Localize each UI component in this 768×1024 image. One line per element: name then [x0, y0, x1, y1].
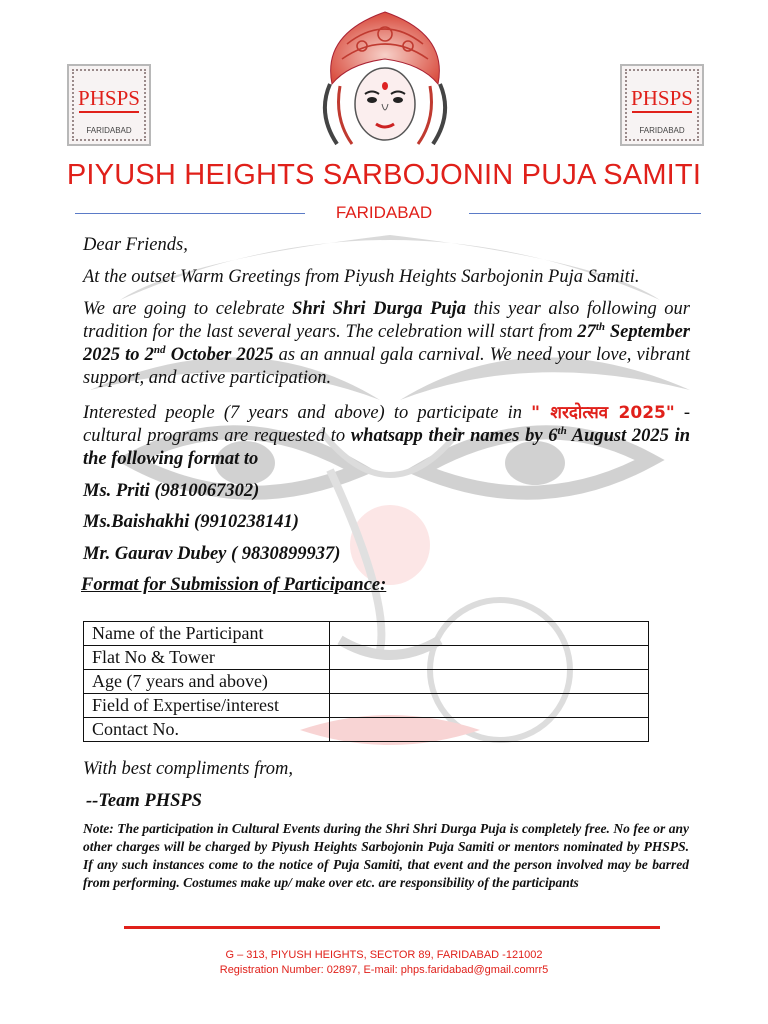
table-row: [84, 718, 649, 742]
logo-underline: [632, 111, 692, 113]
logo-underline: [79, 111, 139, 113]
contact-gaurav: Mr. Gaurav Dubey ( 9830899937): [83, 544, 341, 564]
footer-registration: Registration Number: 02897, E-mail: phps.faridabad@gmail.comrr5: [219, 964, 549, 976]
phsps-logo-left: [67, 64, 151, 146]
note-paragraph: Note: The participation in Cultural Events during the Shri Shri Durga Puja is completely free. No fee or any other charges will be charged by Piyush Heights Sarbojonin Puja Samiti or mentors nominated by PHSPS. If any such instances come to the notice of Puja Samiti, that event and the person involved may be barred from performing. Costumes make up/ make over etc. are responsibility of the participants: [83, 821, 689, 890]
table-row: [84, 670, 649, 694]
closing-line: With best compliments from,: [83, 759, 293, 779]
table-row: [84, 622, 649, 646]
text-run: this year also following our tradition for the last several years. The celebration will start from: [83, 299, 690, 342]
field-value-cell[interactable]: [330, 694, 649, 718]
sharadotsav-label: " शरदोत्सव 2025": [531, 403, 675, 423]
footer-rule: [124, 926, 660, 929]
subtitle-city: FARIDABAD: [335, 203, 433, 222]
text-run: October 2025: [165, 345, 274, 365]
table-row: [84, 646, 649, 670]
greeting-line: At the outset Warm Greetings from Piyush Heights Sarbojonin Puja Samiti.: [83, 267, 640, 287]
phsps-logo-right: [620, 64, 704, 146]
text-run: as an annual gala carnival. We need your love, vibrant support, and active participation.: [83, 345, 690, 388]
text-run: Interested people (7 years and above) to participate in: [83, 403, 532, 423]
format-heading: Format for Submission of Participance:: [81, 575, 387, 595]
rule-right: [469, 213, 701, 214]
ordinal: th: [557, 424, 567, 437]
logo-abbreviation: PHSPS: [631, 86, 693, 110]
event-name: Shri Shri Durga Puja: [292, 299, 467, 319]
text-run: 27: [577, 322, 596, 342]
ordinal: nd: [153, 343, 166, 356]
logo-city: FARIDABAD: [639, 126, 685, 135]
ordinal: th: [595, 320, 606, 333]
logo-city: FARIDABAD: [86, 126, 132, 135]
field-label: Contact No.: [84, 718, 330, 742]
signoff: --Team PHSPS: [86, 791, 202, 811]
field-value-cell[interactable]: [330, 622, 649, 646]
footer-address: G – 313, PIYUSH HEIGHTS, SECTOR 89, FARIDABAD -121002: [225, 949, 543, 961]
participation-paragraph: [83, 402, 690, 471]
field-value-cell[interactable]: [330, 670, 649, 694]
text-run: -cultural programs are requested to: [83, 403, 690, 446]
field-label: Name of the Participant: [84, 622, 330, 646]
field-label: Flat No & Tower: [84, 646, 330, 670]
field-value-cell[interactable]: [330, 718, 649, 742]
text-run: whatsapp their names by 6: [350, 426, 558, 446]
contact-priti: Ms. Priti (9810067302): [83, 481, 260, 501]
participation-form-table: [83, 621, 649, 742]
table-row: [84, 694, 649, 718]
field-label: Field of Expertise/interest: [84, 694, 330, 718]
durga-face-illustration: [312, 4, 458, 154]
field-value-cell[interactable]: [330, 646, 649, 670]
text-run: We are going to celebrate: [83, 299, 293, 319]
celebration-paragraph: [83, 298, 690, 390]
field-label: Age (7 years and above): [84, 670, 330, 694]
text-run: August 2025 in the following format to: [83, 426, 691, 469]
page-title: PIYUSH HEIGHTS SARBOJONIN PUJA SAMITI: [66, 159, 702, 191]
text-run: September 2025 to 2: [83, 322, 690, 365]
contact-baishakhi: Ms.Baishakhi (9910238141): [83, 512, 299, 532]
salutation: Dear Friends,: [83, 235, 188, 255]
logo-abbreviation: PHSPS: [78, 86, 140, 110]
